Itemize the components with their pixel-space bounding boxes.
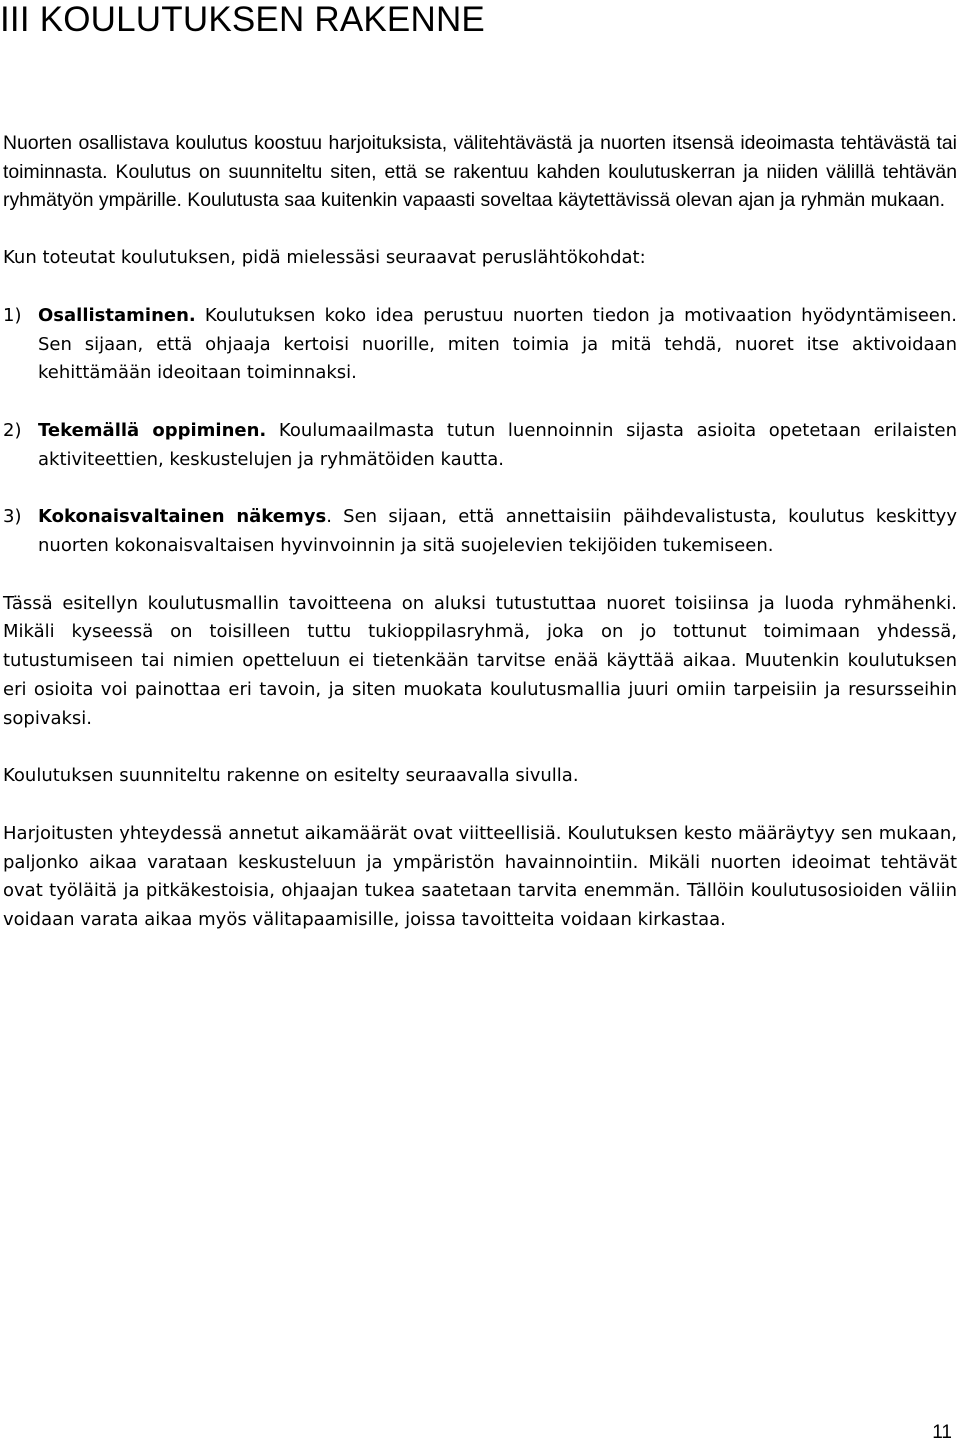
principle-text: Koulutuksen koko idea perustuu nuorten tiedon ja motivaation hyödyntämiseen. Sen sijaan, että ohjaaja kertoisi nuorille, miten toimia ja mitä tehdä, nuoret itse aktivoidaan kehittämään ideoitaan toiminnaksi. [38, 304, 957, 384]
principle-number: 1) [3, 304, 22, 326]
principle-item-2 [3, 417, 957, 474]
structure-paragraph: Koulutuksen suunniteltu rakenne on esitelty seuraavalla sivulla. [3, 765, 579, 787]
principle-number: 2) [3, 419, 22, 441]
principle-title: Kokonaisvaltainen näkemys [38, 506, 327, 528]
page-number: 11 [932, 1422, 952, 1443]
principle-number: 3) [3, 506, 22, 528]
principle-title: Tekemällä oppiminen. [38, 419, 267, 441]
principle-body [38, 503, 957, 560]
principle-body [38, 302, 957, 388]
intro-paragraph: Nuorten osallistava koulutus koostuu harjoituksista, välitehtävästä ja nuorten itsensä ideoimasta tehtävästä tai toiminnasta. Koulutus on suunniteltu siten, että se rakentuu kahden koulutuskerran ja niiden välillä tehtävän ryhmätyön ympärille. Koulutusta saa kuitenkin vapaasti soveltaa käytettävissä olevan ajan ja ryhmän mukaan. [3, 132, 957, 212]
lead-paragraph: Kun toteutat koulutuksen, pidä mielessäsi seuraavat peruslähtökohdat: [3, 247, 646, 269]
goal-paragraph: Tässä esitellyn koulutusmallin tavoitteena on aluksi tutustuttaa nuoret toisiinsa ja luoda ryhmähenki. Mikäli kyseessä on toisilleen tuttu tukioppilasryhmä, joka on jo tottunut toimimaan yhdessä, tutustumiseen tai nimien opetteluun ei tietenkään tarvitse enää käyttää aikaa. Muutenkin koulutuksen eri osioita voi painottaa eri tavoin, ja siten muokata koulutusmallia juuri omiin tarpeisiin ja resursseihin sopivaksi. [3, 592, 957, 729]
principle-body [38, 417, 957, 474]
page-heading: III KOULUTUKSEN RAKENNE [0, 0, 485, 39]
principle-item-1 [3, 302, 957, 388]
principle-item-3 [3, 503, 957, 560]
principle-title: Osallistaminen. [38, 304, 196, 326]
document-body [3, 129, 957, 935]
principle-text: . Sen sijaan, että annettaisiin päihdevalistusta, koulutus keskittyy nuorten kokonaisvaltaisen hyvinvoinnin ja sitä suojelevien tekijöiden tukemiseen. [38, 506, 957, 557]
principle-text: Koulumaailmasta tutun luennoinnin sijasta asioita opetetaan erilaisten aktiviteettien, keskustelujen ja ryhmätöiden kautta. [38, 419, 957, 470]
time-paragraph: Harjoitusten yhteydessä annetut aikamäärät ovat viitteellisiä. Koulutuksen kesto määräytyy sen mukaan, paljonko aikaa varataan keskusteluun ja ympäristön havainnointiin. Mikäli nuorten ideoimat tehtävät ovat työläitä ja pitkäkestoisia, ohjaajan tukea saatetaan tarvita enemmän. Tällöin koulutusosioiden väliin voidaan varata aikaa myös välitapaamisille, joissa tavoitteita voidaan kirkastaa. [3, 822, 957, 931]
